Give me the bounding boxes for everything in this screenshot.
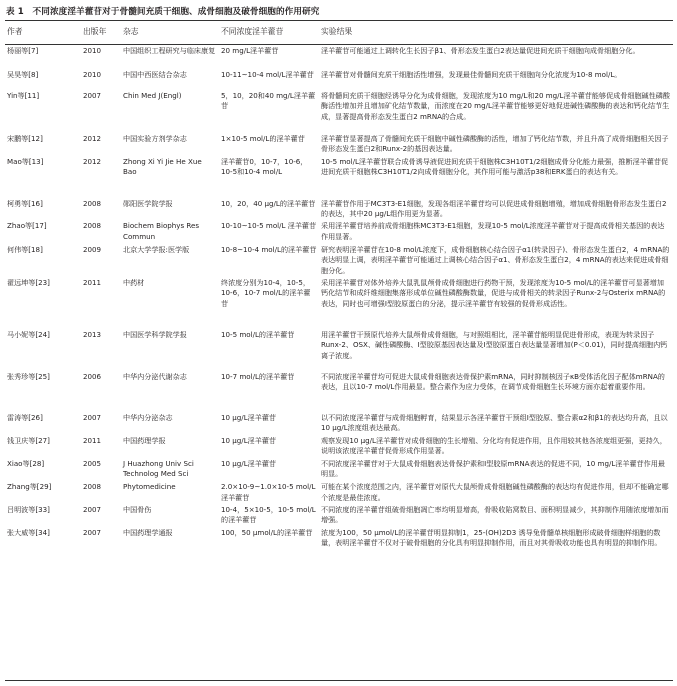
cell-year bbox=[81, 89, 121, 132]
cell-text: 10-11~10-4 mol/L淫羊藿苷 bbox=[221, 69, 314, 79]
cell-text: 马小妮等[24] bbox=[7, 330, 50, 340]
cell-text: 2010 bbox=[83, 69, 102, 79]
cell-text: 不同浓度淫羊藿苷对于大鼠成骨细胞表达骨保护素和Ⅰ型胶原mRNA表达的促进不同，10 mg/L淫羊藿苷作用最明显。 bbox=[321, 458, 665, 479]
column-header: 不同浓度淫羊藿苷 bbox=[221, 27, 284, 37]
table-row bbox=[5, 503, 673, 526]
cell-text: 2007 bbox=[83, 413, 102, 423]
cell-author bbox=[5, 155, 81, 197]
cell-year bbox=[81, 526, 121, 568]
cell-author bbox=[5, 89, 81, 132]
cell-text: Phytomedicine bbox=[123, 482, 176, 492]
cell-author bbox=[5, 370, 81, 412]
cell-text: 淫羊藿苷显著提高了骨髓间充质干细胞中碱性磷酸酶的活性，增加了钙化结节数，并且升高了成骨细胞相关因子骨形态发生蛋白2和Runx-2的基因表达量。 bbox=[321, 133, 669, 153]
cell-text: 中国中西医结合杂志 bbox=[123, 69, 187, 79]
cell-text: 将骨髓间充质干细胞经诱导分化为成骨细胞，发现浓度为10 mg/L和20 mg/L淫羊藿苷能够促成骨细胞碱性磷酸酶活性增加并且增加矿化结节数量，而浓度在20 mg/L淫羊藿苷能够更好地促进碱性磷酸酶的表达和钙化结节生成，显著提高骨形态发生蛋白2 mRNA的合成。 bbox=[321, 91, 670, 121]
cell-result bbox=[319, 370, 673, 412]
cell-text: 5，10，20和40 mg/L淫羊藿苷 bbox=[221, 91, 316, 111]
cell-year bbox=[81, 370, 121, 412]
cell-conc bbox=[219, 68, 319, 90]
cell-text: 雷涛等[26] bbox=[7, 413, 43, 423]
bottom-rule bbox=[5, 680, 673, 681]
cell-journal bbox=[121, 328, 219, 370]
cell-year bbox=[81, 276, 121, 328]
cell-text: 2005 bbox=[83, 458, 102, 468]
cell-text: 中国医学科学院学报 bbox=[123, 330, 187, 340]
cell-text: 20 mg/L淫羊藿苷 bbox=[221, 46, 279, 55]
cell-year bbox=[81, 243, 121, 276]
cell-text: 10 μg/L淫羊藿苷 bbox=[221, 435, 277, 445]
cell-author bbox=[5, 434, 81, 457]
column-header: 作者 bbox=[7, 27, 23, 37]
cell-year bbox=[81, 411, 121, 434]
cell-year bbox=[81, 219, 121, 243]
table-body bbox=[5, 44, 673, 568]
cell-text: 1×10-5 mol/L的淫羊藿苷 bbox=[221, 133, 305, 143]
cell-conc bbox=[219, 243, 319, 276]
cell-year bbox=[81, 480, 121, 503]
cell-conc bbox=[219, 276, 319, 328]
cell-result bbox=[319, 480, 673, 503]
cell-result bbox=[319, 328, 673, 370]
cell-text: 淫羊藿苷对骨髓间充质干细胞活性增强，发现最佳骨髓间充质干细胞向分化浓度为10-8 mol/L。 bbox=[321, 69, 622, 79]
table-row bbox=[5, 44, 673, 68]
cell-text: 张大威等[34] bbox=[7, 527, 50, 537]
cell-journal bbox=[121, 526, 219, 568]
cell-journal bbox=[121, 370, 219, 412]
cell-conc bbox=[219, 197, 319, 220]
table-row bbox=[5, 411, 673, 434]
cell-year bbox=[81, 44, 121, 68]
cell-result bbox=[319, 457, 673, 481]
cell-conc bbox=[219, 219, 319, 243]
cell-journal bbox=[121, 68, 219, 90]
cell-text: 中国药理学通报 bbox=[123, 527, 173, 537]
cell-conc bbox=[219, 434, 319, 457]
cell-conc bbox=[219, 328, 319, 370]
cell-author bbox=[5, 197, 81, 220]
cell-journal bbox=[121, 197, 219, 220]
cell-conc bbox=[219, 155, 319, 197]
cell-author bbox=[5, 503, 81, 526]
cell-year bbox=[81, 68, 121, 90]
cell-text: 浓度为100，50 μmol/L的淫羊藿苷明显抑制1，25-(OH)2D3 诱导兔骨髓单核细胞形成破骨细胞样细胞的数量，表明淫羊藿苷不仅对于破骨细胞的分化具有明显抑制作用，而且对其骨吸收功能也具有明显的抑制作用。 bbox=[321, 527, 662, 548]
cell-author bbox=[5, 457, 81, 481]
cell-text: 张秀珍等[25] bbox=[7, 371, 50, 381]
cell-text: 可能在某个浓度范围之内，淫羊藿苷对原代大鼠颅骨成骨细胞碱性磷酸酶的表达均有促进作用，但却不能确定哪个浓度是最佳浓度。 bbox=[321, 482, 669, 502]
cell-text: 2006 bbox=[83, 371, 102, 381]
cell-text: J Huazhong Univ Sci Technolog Med Sci bbox=[123, 458, 194, 479]
cell-text: 10-7 mol/L的淫羊藿苷 bbox=[221, 371, 295, 381]
cell-author bbox=[5, 411, 81, 434]
column-header: 实验结果 bbox=[321, 27, 353, 37]
column-header: 杂志 bbox=[123, 27, 139, 37]
column-header: 出版年 bbox=[83, 27, 107, 37]
cell-year bbox=[81, 328, 121, 370]
cell-conc bbox=[219, 89, 319, 132]
table-row bbox=[5, 328, 673, 370]
cell-year bbox=[81, 434, 121, 457]
cell-author bbox=[5, 219, 81, 243]
cell-journal bbox=[121, 503, 219, 526]
table-row bbox=[5, 132, 673, 156]
cell-text: Yin等[11] bbox=[7, 91, 40, 100]
cell-text: 淫羊藿苷作用于MC3T3-E1细胞，发现各组淫羊藿苷均可以促进成骨细胞增殖，增加成骨细胞骨形态发生蛋白2的表达，其中20 μg/L组作用更为显著。 bbox=[321, 198, 667, 218]
cell-conc bbox=[219, 457, 319, 481]
cell-text: 10 μg/L淫羊藿苷 bbox=[221, 458, 277, 468]
cell-result bbox=[319, 219, 673, 243]
cell-author bbox=[5, 68, 81, 90]
cell-text: 10-10~10-5 mol/L 淫羊藿苷 bbox=[221, 221, 317, 231]
cell-text: 2011 bbox=[83, 435, 102, 445]
cell-text: 翟远坤等[23] bbox=[7, 278, 50, 288]
cell-text: Zhang等[29] bbox=[7, 482, 52, 492]
cell-text: 中华内分泌杂志 bbox=[123, 413, 173, 423]
cell-text: 不同浓度的淫羊藿苷组破骨细胞凋亡率均明显增高，骨吸收陷窝数目、面积明显减少，其抑制作用随浓度增加而增强。 bbox=[321, 504, 669, 525]
cell-text: Xiao等[28] bbox=[7, 458, 45, 468]
cell-result bbox=[319, 155, 673, 197]
cell-result bbox=[319, 434, 673, 457]
cell-author bbox=[5, 276, 81, 328]
cell-text: Mao等[13] bbox=[7, 157, 44, 166]
cell-author bbox=[5, 132, 81, 156]
cell-text: 郧阳医学院学报 bbox=[123, 198, 173, 208]
cell-journal bbox=[121, 89, 219, 132]
cell-text: 10-5 mol/L淫羊藿苷联合成骨诱导液促进间充质干细胞株C3H10T1/2细胞成骨分化能力最强，推断淫羊藿苷促进间充质干细胞株C3H10T1/2向成骨细胞分化，其作用可能与激活p38和ERK蛋白的表达有关。 bbox=[321, 157, 669, 177]
cell-journal bbox=[121, 411, 219, 434]
cell-result bbox=[319, 526, 673, 568]
cell-text: 观察发现10 μg/L淫羊藿苷对成骨细胞的生长增殖、分化均有促进作用，且作用较其他各浓度组更强，更持久，说明该浓度淫羊藿苷促骨形成作用显著。 bbox=[321, 435, 667, 456]
cell-text: 10 μg/L淫羊藿苷 bbox=[221, 413, 277, 423]
cell-year bbox=[81, 197, 121, 220]
cell-result bbox=[319, 132, 673, 156]
cell-conc bbox=[219, 411, 319, 434]
table-row bbox=[5, 370, 673, 412]
table-row bbox=[5, 197, 673, 220]
cell-journal bbox=[121, 480, 219, 503]
cell-text: 宋鹏等[12] bbox=[7, 133, 43, 143]
cell-journal bbox=[121, 155, 219, 197]
cell-text: 中国组织工程研究与临床康复 bbox=[123, 46, 216, 55]
cell-result bbox=[319, 411, 673, 434]
cell-year bbox=[81, 457, 121, 481]
cell-journal bbox=[121, 219, 219, 243]
cell-year bbox=[81, 503, 121, 526]
table-row bbox=[5, 219, 673, 243]
cell-journal bbox=[121, 276, 219, 328]
table-row bbox=[5, 457, 673, 481]
cell-journal bbox=[121, 457, 219, 481]
cell-author bbox=[5, 328, 81, 370]
cell-conc bbox=[219, 44, 319, 68]
cell-text: 中药材 bbox=[123, 278, 145, 288]
cell-result bbox=[319, 44, 673, 68]
cell-text: 中华内分泌代谢杂志 bbox=[123, 371, 187, 381]
cell-text: 2007 bbox=[83, 91, 102, 100]
cell-text: 10-5 mol/L的淫羊藿苷 bbox=[221, 330, 295, 340]
cell-text: Zhong Xi Yi Jie He Xue Bao bbox=[123, 157, 202, 177]
cell-text: 吴昊等[8] bbox=[7, 69, 39, 79]
cell-text: 2011 bbox=[83, 278, 102, 288]
cell-conc bbox=[219, 480, 319, 503]
table-row bbox=[5, 480, 673, 503]
cell-text: 淫羊藿苷可能通过上调转化生长因子β1、骨形态发生蛋白2表达量促进间充质干细胞向成骨细胞分化。 bbox=[321, 46, 640, 55]
cell-author bbox=[5, 44, 81, 68]
cell-conc bbox=[219, 503, 319, 526]
cell-text: 2.0×10-9~1.0×10-5 mol/L淫羊藿苷 bbox=[221, 482, 316, 502]
cell-text: 采用淫羊藿苷培养前成骨细胞株MC3T3-E1细胞，发现10-5 mol/L浓度淫羊藿苷对于提高成骨相关基因的表达作用显著。 bbox=[321, 221, 665, 241]
table-row bbox=[5, 276, 673, 328]
cell-journal bbox=[121, 243, 219, 276]
table-row bbox=[5, 89, 673, 132]
table-row bbox=[5, 243, 673, 276]
cell-year bbox=[81, 155, 121, 197]
cell-conc bbox=[219, 526, 319, 568]
cell-text: Chin Med J(Engl) bbox=[123, 91, 182, 100]
cell-year bbox=[81, 132, 121, 156]
cell-conc bbox=[219, 370, 319, 412]
cell-text: 用淫羊藿苷干预原代培养大鼠颅骨成骨细胞，与对照组相比，淫羊藿苷能明显促进骨形成，表现为转录因子Runx-2、OSX、碱性磷酸酶、Ⅰ型胶原基因表达量及Ⅰ型胶原蛋白表达量显著增加(P＜0.01)，同时提高细胞内钙离子浓度。 bbox=[321, 330, 668, 360]
cell-text: 10，20，40 μg/L的淫羊藿苷 bbox=[221, 198, 316, 208]
cell-author bbox=[5, 243, 81, 276]
cell-text: Biochem Biophys Res Commun bbox=[123, 221, 200, 241]
table-title: 表 1 不同浓度淫羊藿苷对于骨髓间充质干细胞、成骨细胞及破骨细胞的作用研究 bbox=[6, 7, 320, 17]
table-header-row bbox=[5, 21, 673, 44]
cell-text: 钱卫庆等[27] bbox=[7, 435, 50, 445]
cell-text: 2008 bbox=[83, 482, 102, 492]
study-table bbox=[5, 21, 673, 568]
cell-text: 100，50 μmol/L的淫羊藿苷 bbox=[221, 527, 313, 537]
cell-text: 杨丽等[7] bbox=[7, 46, 39, 55]
cell-author bbox=[5, 480, 81, 503]
table-row bbox=[5, 526, 673, 568]
cell-text: 采用淫羊藿苷对体外培养大鼠乳鼠颅骨成骨细胞进行药物干预，发现浓度为10-5 mol/L的淫羊藿苷可显著增加钙化结节和成纤维细胞集落形成单位碱性磷酸酶数量，促进与成骨相关的转录因子Runx-2与Osterix mRNA的表达，同时也可增强Ⅰ型胶原蛋白的分泌，提示淫羊藿苷有较强的促骨形成活性。 bbox=[321, 278, 666, 308]
cell-conc bbox=[219, 132, 319, 156]
cell-text: Zhao等[17] bbox=[7, 221, 47, 231]
cell-result bbox=[319, 243, 673, 276]
cell-text: 吕明波等[33] bbox=[7, 504, 50, 514]
cell-text: 柯勇等[16] bbox=[7, 198, 43, 208]
cell-result bbox=[319, 503, 673, 526]
cell-text: 中国实验方剂学杂志 bbox=[123, 133, 187, 143]
cell-author bbox=[5, 526, 81, 568]
cell-text: 何伟等[18] bbox=[7, 244, 43, 254]
cell-text: 2012 bbox=[83, 133, 102, 143]
cell-text: 终浓度分别为10-4，10-5，10-6，10-7 mol/L的淫羊藿苷 bbox=[221, 278, 311, 308]
cell-result bbox=[319, 276, 673, 328]
cell-result bbox=[319, 89, 673, 132]
table-row bbox=[5, 155, 673, 197]
cell-text: 2013 bbox=[83, 330, 102, 340]
cell-text: 2008 bbox=[83, 198, 102, 208]
cell-text: 2009 bbox=[83, 244, 102, 254]
table-row bbox=[5, 434, 673, 457]
cell-journal bbox=[121, 434, 219, 457]
cell-result bbox=[319, 197, 673, 220]
table-row bbox=[5, 68, 673, 90]
cell-text: 10-8~10-4 mol/L的淫羊藿苷 bbox=[221, 244, 317, 254]
cell-text: 以不同浓度淫羊藿苷与成骨细胞孵育，结果显示各淫羊藿苷干预组Ⅰ型胶原、整合素α2和β1的表达均升高，且以10 μg/L浓度组表达最高。 bbox=[321, 413, 668, 433]
cell-text: 淫羊藿苷0，10-7，10-6，10-5和10-4 mol/L bbox=[221, 157, 308, 177]
cell-text: 中国药理学报 bbox=[123, 435, 166, 445]
cell-text: 中国骨伤 bbox=[123, 504, 152, 514]
cell-journal bbox=[121, 132, 219, 156]
cell-text: 研究表明淫羊藿苷在10-8 mol/L浓度下，成骨细胞核心结合因子α1(转录因子)、骨形态发生蛋白2，4 mRNA的表达明显上调，表明淫羊藿苷可能通过上调核心结合因子α1、骨形态发生蛋白2，4 mRNA的表达来促进成骨细胞分化。 bbox=[321, 244, 670, 275]
cell-text: 2007 bbox=[83, 527, 102, 537]
cell-journal bbox=[121, 44, 219, 68]
cell-text: 北京大学学报:医学版 bbox=[123, 244, 190, 254]
cell-text: 2007 bbox=[83, 504, 102, 514]
cell-text: 不同浓度淫羊藿苷均可促进大鼠成骨细胞表达骨保护素mRNA，同时抑制核因子κB受体活化因子配体mRNA的表达，且以10-7 mol/L作用最显。整合素作为应力受体，在调节成骨细胞生长环境方面亦起着重要作用。 bbox=[321, 371, 665, 391]
cell-result bbox=[319, 68, 673, 90]
cell-text: 2008 bbox=[83, 221, 102, 231]
cell-text: 10-4，5×10-5，10-5 mol/L的淫羊藿苷 bbox=[221, 504, 316, 525]
cell-text: 2010 bbox=[83, 46, 102, 55]
cell-text: 2012 bbox=[83, 157, 102, 166]
